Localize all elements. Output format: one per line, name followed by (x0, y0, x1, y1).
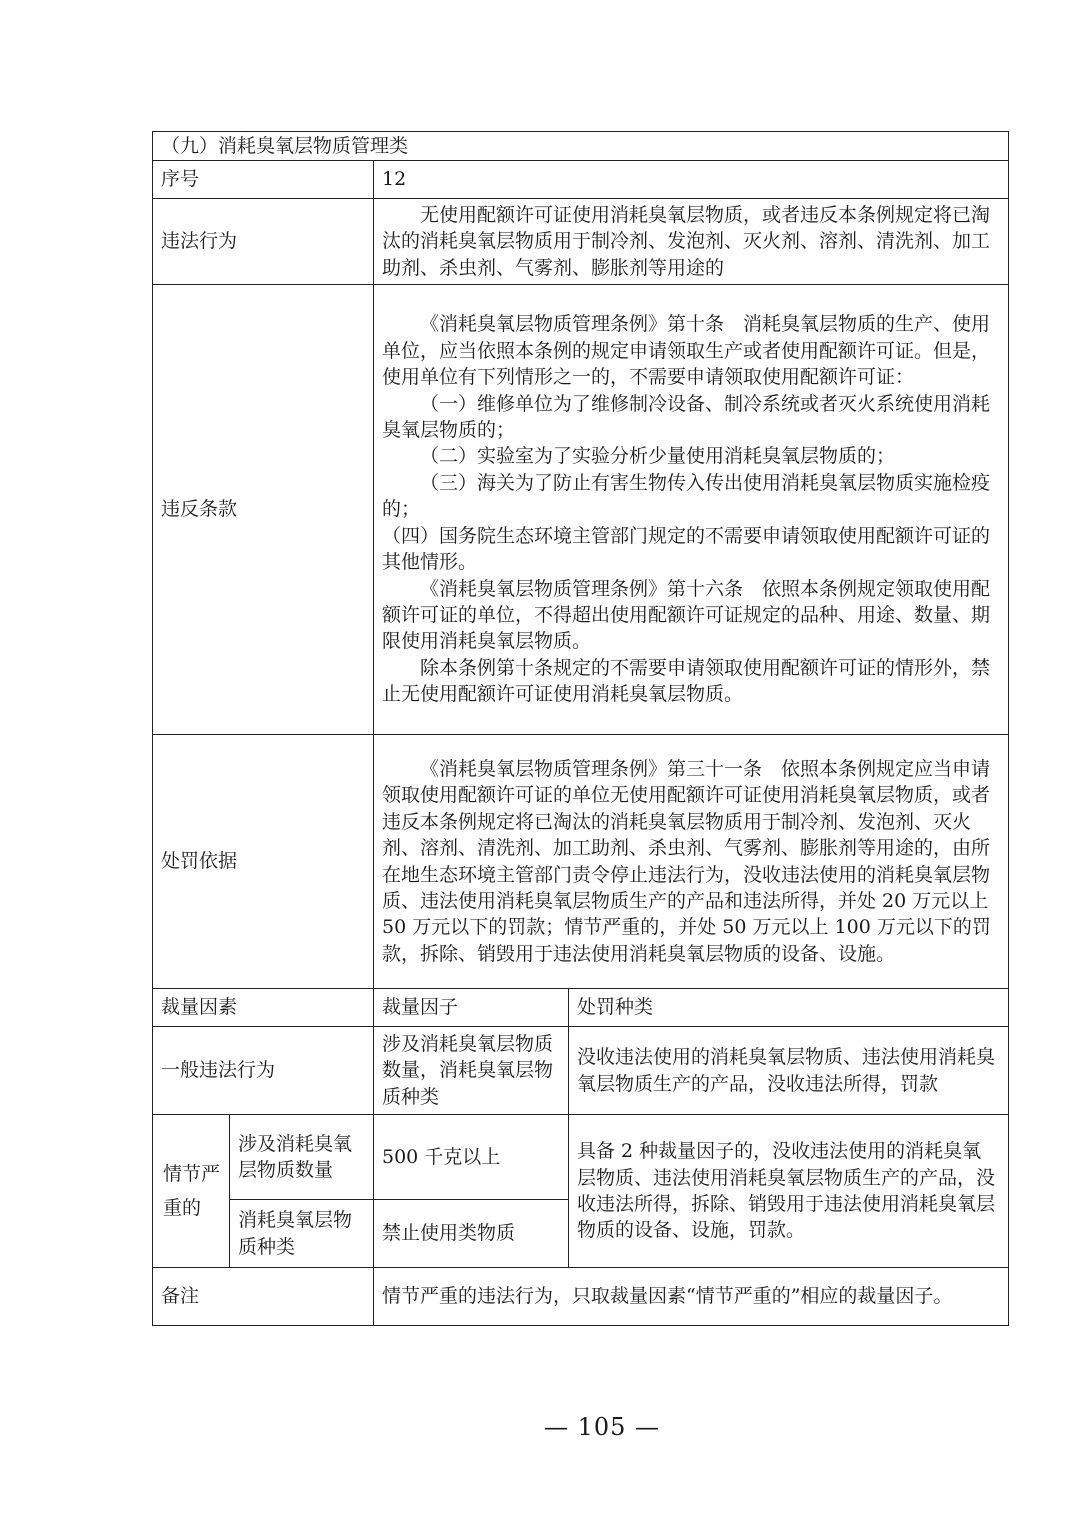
section-title: （九）消耗臭氧层物质管理类 (153, 132, 1009, 161)
clause-paragraph: （三）海关为了防止有害生物传入传出使用消耗臭氧层物质实施检疫的； (382, 471, 991, 521)
general-violation-label: 一般违法行为 (153, 1027, 374, 1115)
serious-violation-label: 情节严重的 (153, 1115, 230, 1268)
serious-factor-type-value: 禁止使用类物质 (374, 1200, 569, 1268)
clauses-text (374, 285, 1009, 735)
clause-paragraph: 《消耗臭氧层物质管理条例》第十六条 依照本条例规定领取使用配额许可证的单位，不得超出使用配额许可证规定的品种、用途、数量、期限使用消耗臭氧层物质。 (382, 577, 991, 653)
serious-violation-penalty: 具备 2 种裁量因子的，没收违法使用的消耗臭氧层物质、违法使用消耗臭氧层物质生产的产品，没收违法所得，拆除、销毁用于违法使用消耗臭氧层物质的设备、设施，罚款。 (569, 1115, 1009, 1268)
serial-value: 12 (374, 161, 1009, 199)
penalty-basis-paragraph: 《消耗臭氧层物质管理条例》第三十一条 依照本条例规定应当申请领取使用配额许可证的单位无使用配额许可证使用消耗臭氧层物质，或者违反本条例规定将已淘汰的消耗臭氧层物质用于制冷剂、发泡剂、灭火剂、溶剂、清洗剂、加工助剂、杀虫剂、气雾剂、膨胀剂等用途的，由所在地生态环境主管部门责令停止违法行为，没收违法使用的消耗臭氧层物质、违法使用消耗臭氧层物质生产的产品和违法所得，并处 20 万元以上 50 万元以下的罚款；情节严重的，并处 50 万元以上 100 万元以下的罚款，拆除、销毁用于违法使用消耗臭氧层物质的设备、设施。 (382, 757, 991, 965)
clause-paragraph: 《消耗臭氧层物质管理条例》第十条 消耗臭氧层物质的生产、使用单位，应当依照本条例的规定申请领取生产或者使用配额许可证。但是，使用单位有下列情形之一的，不需要申请领取使用配额许可证： (382, 313, 991, 389)
discretion-factor-label: 裁量因素 (153, 989, 374, 1027)
clauses-label: 违反条款 (153, 285, 374, 735)
violation-text (374, 199, 1009, 285)
penalty-basis-text (374, 735, 1009, 989)
remarks-text: 情节严重的违法行为，只取裁量因素“情节严重的”相应的裁量因子。 (374, 1268, 1009, 1326)
clause-paragraph: （二）实验室为了实验分析少量使用消耗臭氧层物质的； (420, 445, 896, 468)
clause-paragraph: （四）国务院生态环境主管部门规定的不需要申请领取使用配额许可证的其他情形。 (382, 524, 991, 574)
violation-paragraph: 无使用配额许可证使用消耗臭氧层物质，或者违反本条例规定将已淘汰的消耗臭氧层物质用于制冷剂、发泡剂、灭火剂、溶剂、清洗剂、加工助剂、杀虫剂、气雾剂、膨胀剂等用途的 (382, 203, 991, 279)
penalty-basis-label: 处罚依据 (153, 735, 374, 989)
violation-label: 违法行为 (153, 199, 374, 285)
general-violation-factor: 涉及消耗臭氧层物质数量，消耗臭氧层物质种类 (374, 1027, 569, 1115)
serious-factor-quantity-label: 涉及消耗臭氧层物质数量 (230, 1115, 374, 1200)
serial-label: 序号 (153, 161, 374, 199)
discretion-factor-sub-header: 裁量因子 (374, 989, 569, 1027)
clause-paragraph: 除本条例第十条规定的不需要申请领取使用配额许可证的情形外，禁止无使用配额许可证使用消耗臭氧层物质。 (382, 656, 991, 706)
serious-factor-quantity-value: 500 千克以上 (374, 1115, 569, 1200)
penalty-type-header: 处罚种类 (569, 989, 1009, 1027)
page-number: — 105 — (543, 1413, 661, 1441)
serious-factor-type-label: 消耗臭氧层物质种类 (230, 1200, 374, 1268)
remarks-label: 备注 (153, 1268, 374, 1326)
penalty-standard-table (152, 131, 1009, 1326)
general-violation-penalty: 没收违法使用的消耗臭氧层物质、违法使用消耗臭氧层物质生产的产品，没收违法所得，罚款 (569, 1027, 1009, 1115)
page-number-footer (0, 1413, 1074, 1441)
clause-paragraph: （一）维修单位为了维修制冷设备、制冷系统或者灭火系统使用消耗臭氧层物质的； (382, 392, 991, 442)
